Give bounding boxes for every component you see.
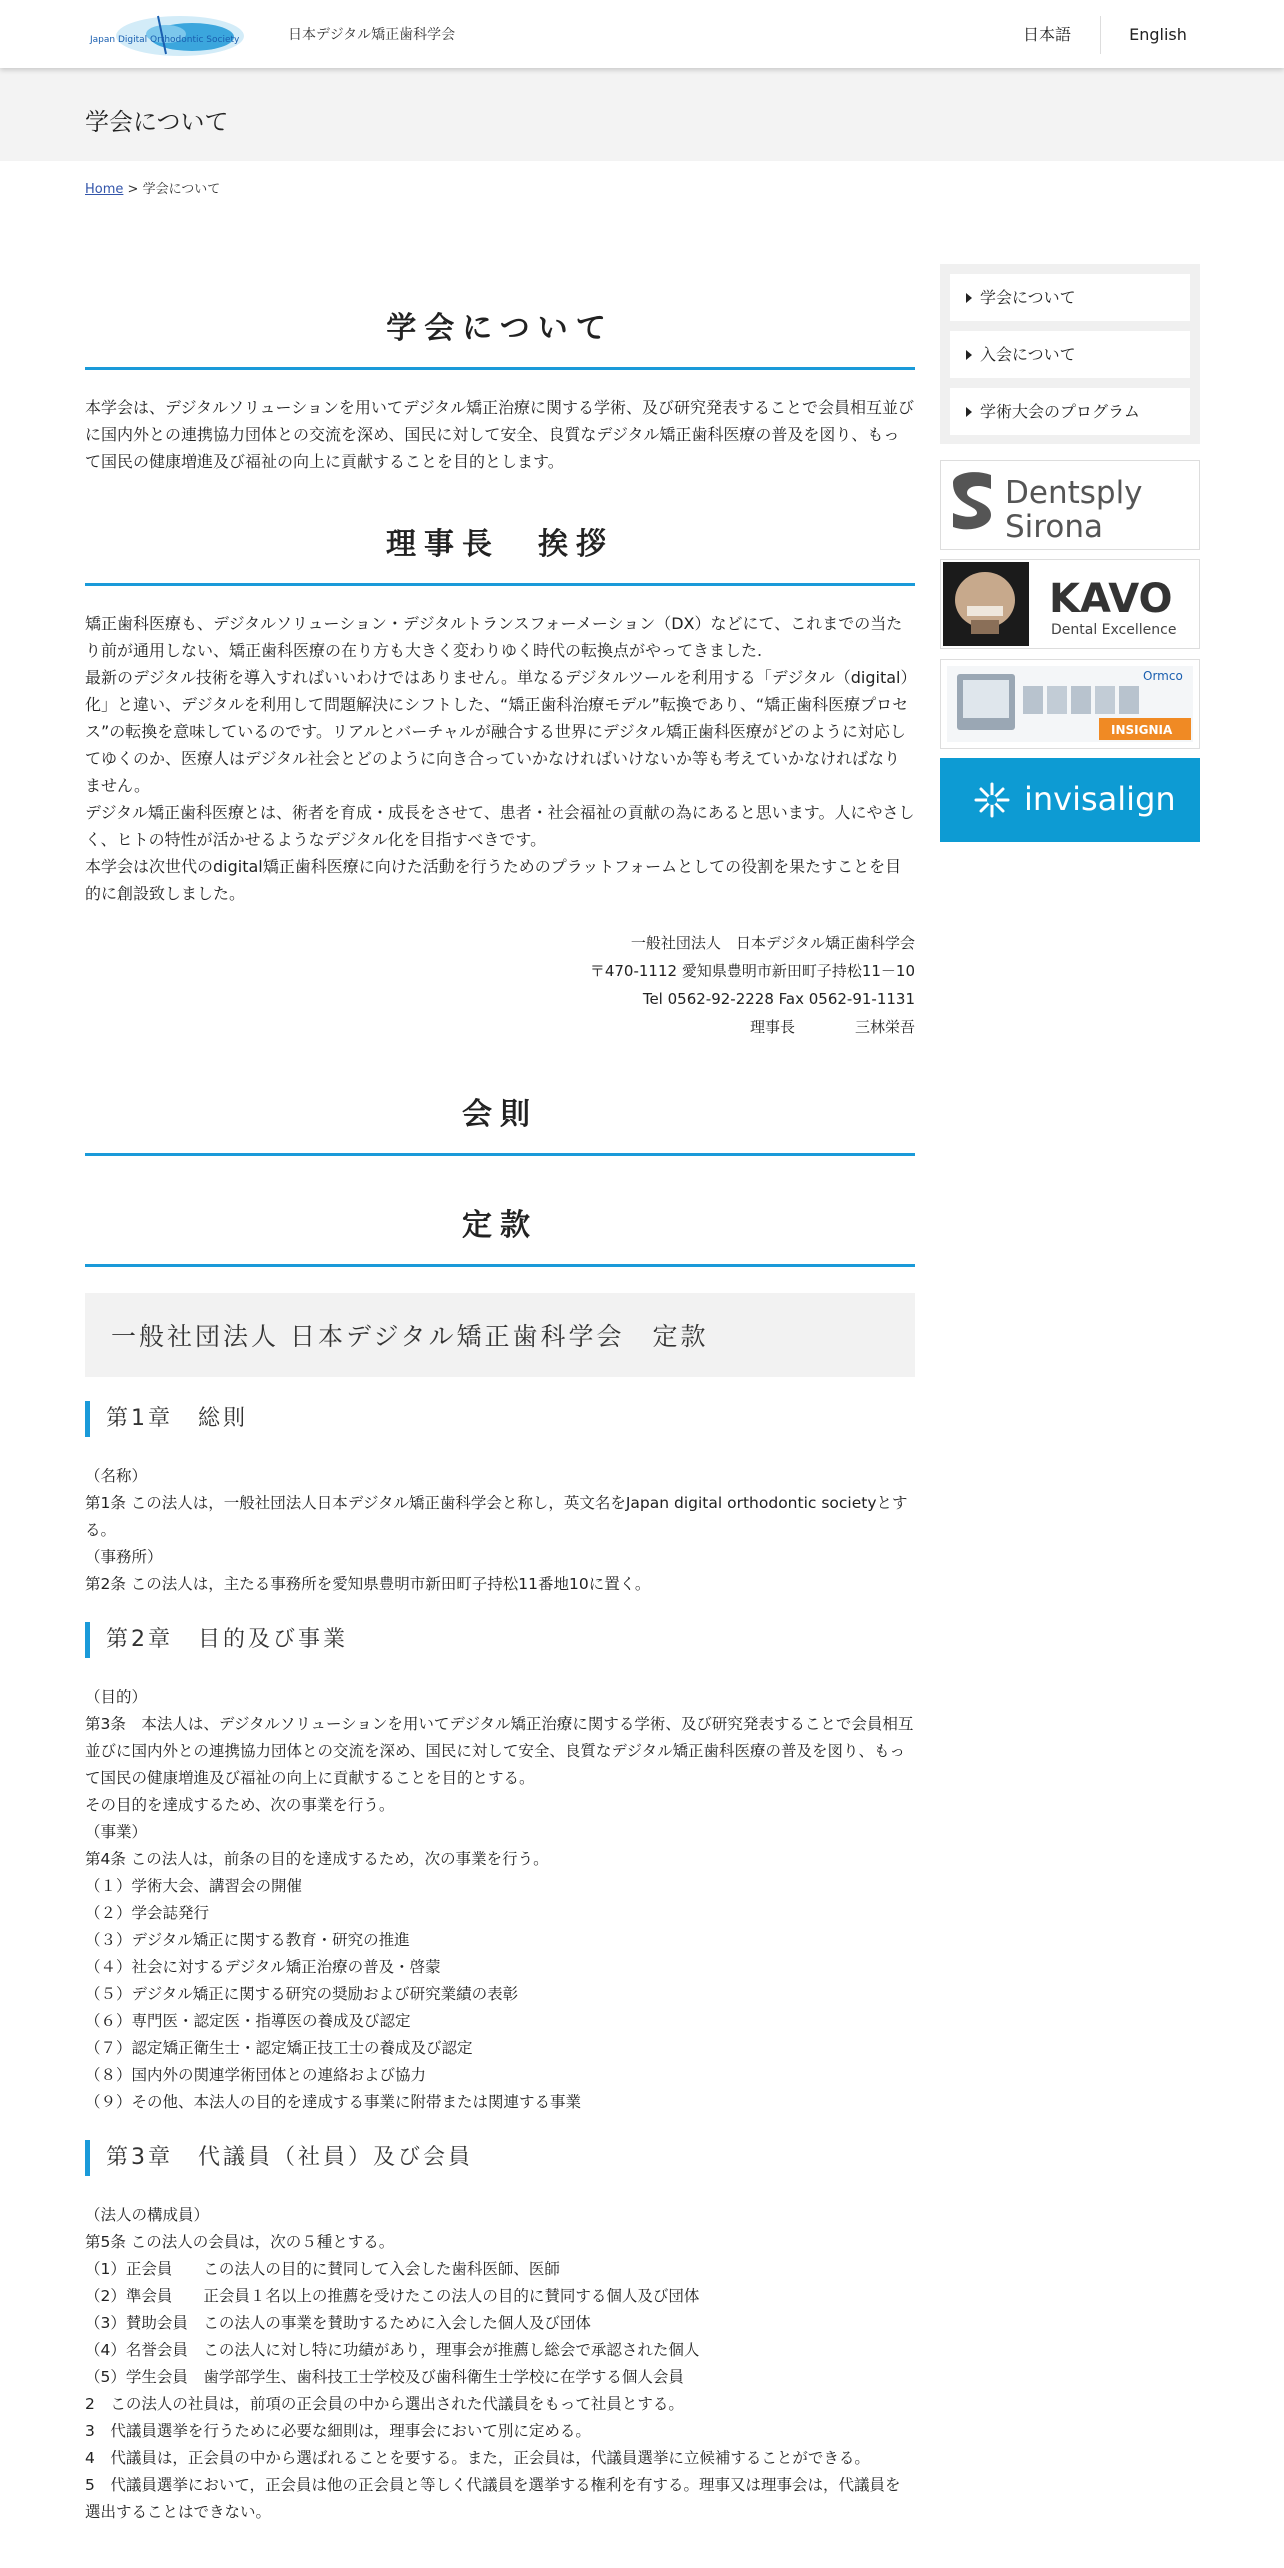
chapter-text-line: 4 代議員は，正会員の中から選ばれることを要する。また，正会員は，代議員選挙に立候補することができる。 xyxy=(85,2449,870,2467)
caret-right-icon xyxy=(966,350,972,360)
sidebar-item-program[interactable] xyxy=(950,388,1190,435)
chapter-text-line: 第5条 この法人の会員は，次の５種とする。 xyxy=(85,2233,395,2251)
sidebar-item-membership[interactable] xyxy=(950,331,1190,378)
chapter-text-line: （１）学術大会、講習会の開催 xyxy=(85,1877,303,1895)
chapter-text-line: （４）社会に対するデジタル矯正治療の普及・啓蒙 xyxy=(85,1958,441,1976)
chapter-text-line: 第1条 この法人は，一般社団法人日本デジタル矯正歯科学会と称し，英文名をJapan digital orthodontic societyとする。 xyxy=(85,1494,908,1539)
chapter-text-line: （5）学生会員 歯学部学生、歯科技工士学校及び歯科衛生士学校に在学する個人会員 xyxy=(85,2368,684,2386)
sidebar-item-label: 学会について xyxy=(980,288,1076,307)
main-content xyxy=(85,295,915,2526)
breadcrumb-separator: > xyxy=(123,182,143,197)
lang-english-link[interactable]: English xyxy=(1129,25,1187,44)
chapter-text-line: （名称） xyxy=(85,1467,148,1485)
greeting-paragraph-2: 最新のデジタル技術を導入すればいいわけではありません。単なるデジタルツールを利用する「デジタル（digital）化」と違い、デジタルを利用して問題解決にシフトした、“矯正歯科治療モデル”転換であり、“矯正歯科医療プロセス”の転換を意味しているのです。リアルとバーチャルが融合する世界にデジタル矯正歯科医療がどのように対応してゆくのか、医療人はデジタル社会とどのように向き合っていかなければいけないか等も考えていかなければなりません。 xyxy=(85,668,909,795)
about-heading: 学会について xyxy=(85,295,915,370)
signature-phone: Tel 0562-92-2228 Fax 0562-91-1131 xyxy=(642,990,915,1008)
sidebar-item-label: 入会について xyxy=(980,345,1076,364)
chapter-text-line: （3）賛助会員 この法人の事業を賛助するために入会した個人及び団体 xyxy=(85,2314,591,2332)
chapter-text-line: （７）認定矯正衛生士・認定矯正技工士の養成及び認定 xyxy=(85,2039,473,2057)
chapter-text-line: 2 この法人の社員は，前項の正会員の中から選出された代議員をもって社員とする。 xyxy=(85,2395,684,2413)
insignia-text: INSIGNIA xyxy=(1111,723,1173,737)
sidebar-item-label: 学術大会のプログラム xyxy=(980,402,1140,421)
chapter-text-line: その目的を達成するため、次の事業を行う。 xyxy=(85,1796,395,1814)
sirona-text: Sirona xyxy=(1005,509,1103,545)
sidebar-item-about[interactable] xyxy=(950,274,1190,321)
signature-org: 一般社団法人 日本デジタル矯正歯科学会 xyxy=(630,934,915,952)
kavo-logo-text: KAVO xyxy=(1049,576,1173,622)
chapter-2-heading: 第2章 目的及び事業 xyxy=(85,1622,915,1658)
chapter-text-line: （３）デジタル矯正に関する教育・研究の推進 xyxy=(85,1931,410,1949)
chapter-2-body xyxy=(85,1684,915,2116)
breadcrumb xyxy=(85,178,220,197)
chapter-text-line: 5 代議員選挙において，正会員は他の正会員と等しく代議員を選挙する権利を有する。理事又は理事会は，代議員を選出することはできない。 xyxy=(85,2476,901,2521)
chapter-text-line: （4）名誉会員 この法人に対し特に功績があり，理事会が推薦し総会で承認された個人 xyxy=(85,2341,700,2359)
site-header xyxy=(0,0,1284,68)
chapter-1-heading: 第1章 総則 xyxy=(85,1401,915,1437)
site-logo[interactable] xyxy=(88,10,258,58)
greeting-paragraph-4: 本学会は次世代のdigital矯正歯科医療に向けた活動を行うためのプラットフォームとしての役割を果たすことを目的に創設致しました。 xyxy=(85,857,902,903)
greeting-paragraph-3: デジタル矯正歯科医療とは、術者を育成・成長をさせて、患者・社会福祉の貢献の為にあると思います。人にやさしく、ヒトの特性が活かせるようなデジタル化を目指すべきです。 xyxy=(85,803,915,849)
chapter-3-heading: 第3章 代議員（社員）及び会員 xyxy=(85,2140,915,2176)
breadcrumb-current: 学会について xyxy=(142,182,221,197)
page-title-band xyxy=(0,68,1284,161)
chapter-text-line: （５）デジタル矯正に関する研究の奨励および研究業績の表彰 xyxy=(85,1985,519,2003)
chapter-text-line: （目的） xyxy=(85,1688,148,1706)
greeting-heading: 理事長 挨拶 xyxy=(85,511,915,586)
invisalign-text: invisalign xyxy=(1024,780,1176,818)
lang-japanese-link[interactable]: 日本語 xyxy=(1022,25,1071,44)
banner-invisalign[interactable] xyxy=(940,758,1200,842)
articles-heading: 定款 xyxy=(85,1192,915,1267)
site-title[interactable]: 日本デジタル矯正歯科学会 xyxy=(288,27,456,43)
chapter-text-line: （2）準会員 正会員１名以上の推薦を受けたこの法人の目的に賛同する個人及び団体 xyxy=(85,2287,700,2305)
chapter-text-line: 第2条 この法人は，主たる事務所を愛知県豊明市新田町子持松11番地10に置く。 xyxy=(85,1575,651,1593)
chapter-text-line: （６）専門医・認定医・指導医の養成及び認定 xyxy=(85,2012,411,2030)
chapter-text-line: （1）正会員 この法人の目的に賛同して入会した歯科医師、医師 xyxy=(85,2260,560,2278)
breadcrumb-home-link[interactable]: Home xyxy=(85,182,124,197)
chapter-text-line: （法人の構成員） xyxy=(85,2206,210,2224)
kavo-tagline: Dental Excellence xyxy=(1051,622,1177,638)
signature-chairman: 理事長 三林栄吾 xyxy=(749,1018,915,1036)
logo-text: Japan Digital Orthodontic Society xyxy=(90,35,240,45)
chapter-text-line: 第3条 本法人は、デジタルソリューションを用いてデジタル矯正治療に関する学術、及び研究発表することで会員相互並びに国内外との連携協力団体との交流を深め、国民に対して安全、良質なデジタル矯正歯科医療の普及を図り、もって国民の健康増進及び福祉の向上に貢献することを目的とする。 xyxy=(85,1715,914,1787)
sidebar-menu xyxy=(940,264,1200,444)
page-title: 学会について xyxy=(85,108,229,136)
banner-kavo[interactable] xyxy=(940,559,1200,649)
chapter-text-line: 3 代議員選挙を行うために必要な細則は，理事会において別に定める。 xyxy=(85,2422,591,2440)
about-body: 本学会は、デジタルソリューションを用いてデジタル矯正治療に関する学術、及び研究発表することで会員相互並びに国内外との連携協力団体との交流を深め、国民に対して安全、良質なデジタル矯正歯科医療の普及を図り、もって国民の健康増進及び福祉の向上に貢献することを目的とします。 xyxy=(85,398,914,471)
ormco-logo-text: Ormco xyxy=(1143,669,1183,683)
chapter-text-line: （事業） xyxy=(85,1823,148,1841)
lang-divider xyxy=(1100,16,1101,54)
chapter-1-body xyxy=(85,1463,915,1598)
dentsply-text: Dentsply xyxy=(1005,475,1143,511)
rules-heading: 会則 xyxy=(85,1081,915,1156)
caret-right-icon xyxy=(966,407,972,417)
banner-ormco-insignia[interactable] xyxy=(940,659,1200,749)
chapter-text-line: （事務所） xyxy=(85,1548,163,1566)
articles-title-box: 一般社団法人 日本デジタル矯正歯科学会 定款 xyxy=(85,1293,915,1377)
greeting-paragraph-1: 矯正歯科医療も、デジタルソリューション・デジタルトランスフォーメーション（DX）などにて、これまでの当たり前が通用しない、矯正歯科医療の在り方も大きく変わりゆく時代の転換点がやってきました. xyxy=(85,614,903,660)
chapter-text-line: （９）その他、本法人の目的を達成する事業に附帯または関連する事業 xyxy=(85,2093,582,2111)
signature-address: 〒470-1112 愛知県豊明市新田町子持松11－10 xyxy=(589,962,915,980)
chapter-3-body xyxy=(85,2202,915,2526)
chairman-signature xyxy=(85,929,915,1041)
caret-right-icon xyxy=(966,293,972,303)
chapter-text-line: （２）学会誌発行 xyxy=(85,1904,210,1922)
chapter-text-line: （８）国内外の関連学術団体との連絡および協力 xyxy=(85,2066,427,2084)
banner-dentsply-sirona[interactable] xyxy=(940,460,1200,550)
chapter-text-line: 第4条 この法人は，前条の目的を達成するため，次の事業を行う。 xyxy=(85,1850,549,1868)
